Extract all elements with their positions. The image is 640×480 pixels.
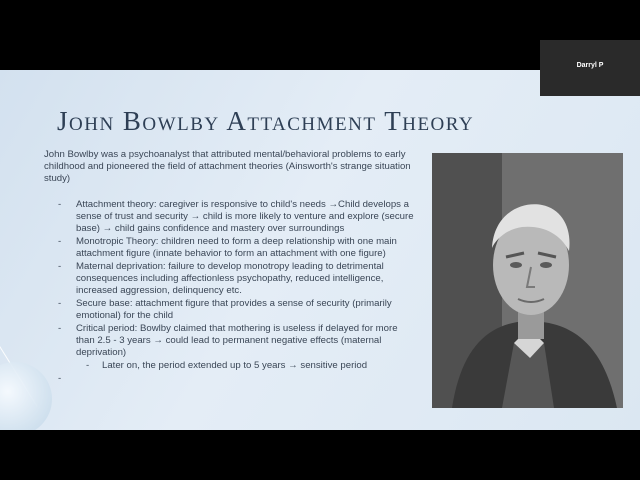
bullet-text: Secure base: attachment figure that provides a sense of security (primarily emotional) for the child — [76, 298, 392, 321]
participant-name-label: Darryl P — [576, 62, 604, 69]
bullet-text: Maternal deprivation: failure to develop monotropy leading to detrimental consequences including affectionless psychopathy, reduced intelligence, increased aggression, delinquency etc. — [76, 261, 384, 296]
bullet-item: - Critical period: Bowlby claimed that mothering is useless if delayed for more than 2.5 - 3 years → could lead to permanent negative effects (maternal deprivation) — [58, 323, 398, 358]
bowlby-portrait-photo — [432, 153, 623, 408]
bullet-list: - Attachment theory: caregiver is responsive to child's needs →Child develops a sense of trust and security → child is more likely to venture and explore (secure base) → child gains confidence and mastery over surroundings - Monotropic Theory: children need to form a deep relationship with one main attachment figure (innate behavior to form an attachment with one figure) - Maternal deprivation: failure to develop monotropy leading to detrimental consequences including affectionless psychopathy, reduced intelligence, increased aggression, delinquency etc. - Secure base: attachment figure that provides a sense of security (primarily emotional) for the child - Critical period: Bowlby claimed that mothering is useless if delayed for more than 2.5 - 3 years → could lead to permanent negative effects (maternal deprivation) - Later on, the period extended up to 5 years → sensitive period - — [58, 199, 418, 373]
bullet-item: - Attachment theory: caregiver is responsive to child's needs →Child develops a sense of trust and security → child is more likely to venture and explore (secure base) → child gains confidence and mastery over surroundings — [58, 199, 414, 234]
slide-title: John Bowlby Attachment Theory — [57, 106, 475, 136]
bullet-text: Critical period: Bowlby claimed that mothering is useless if delayed for more than 2.5 - 3 years → could lead to permanent negative effects (maternal deprivation) — [76, 323, 398, 358]
sub-bullet-item: - Later on, the period extended up to 5 years → sensitive period — [86, 360, 368, 371]
participant-video-tile[interactable] — [540, 40, 640, 96]
bullet-text: Attachment theory: caregiver is responsive to child's needs →Child develops a sense of trust and security → child is more likely to venture and explore (secure base) → child gains confidence and mastery over surroundings — [76, 199, 414, 234]
presentation-slide — [0, 70, 640, 430]
bullet-item: - Maternal deprivation: failure to develop monotropy leading to detrimental consequences including affectionless psychopathy, reduced intelligence, increased aggression, delinquency etc. — [58, 261, 384, 296]
bullet-item: - Monotropic Theory: children need to form a deep relationship with one main attachment figure (innate behavior to form an attachment with one figure) — [58, 236, 397, 259]
slide-intro-text: John Bowlby was a psychoanalyst that attributed mental/behavioral problems to early childhood and pioneered the field of attachment theories (Ainsworth's strange situation study) — [44, 149, 411, 184]
bullet-text: Monotropic Theory: children need to form a deep relationship with one main attachment figure (innate behavior to form an attachment with one figure) — [76, 236, 397, 259]
portrait-illustration — [432, 153, 623, 408]
decorative-circle — [0, 362, 52, 430]
bullet-text: Later on, the period extended up to 5 years → sensitive period — [102, 360, 368, 371]
bullet-item: - Secure base: attachment figure that provides a sense of security (primarily emotional) for the child — [58, 298, 392, 321]
